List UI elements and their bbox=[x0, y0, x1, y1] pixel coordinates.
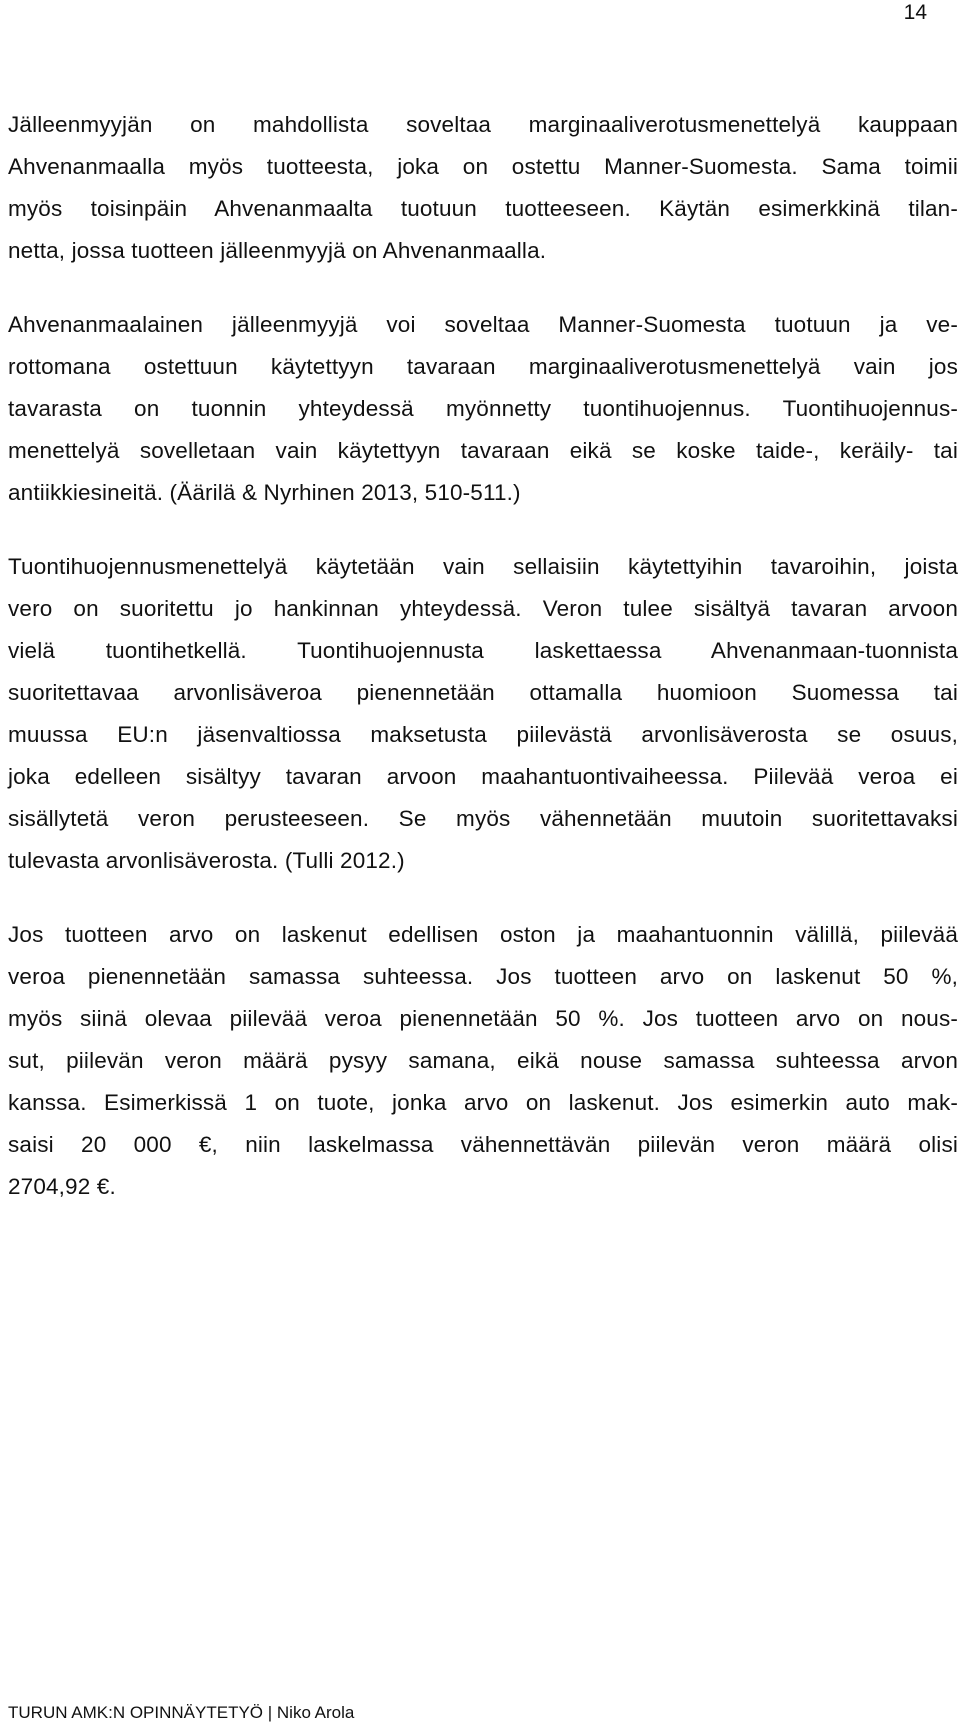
text-line: vero on suoritettu jo hankinnan yhteydessä. Veron tulee sisältyä tavaran arvoon bbox=[8, 596, 958, 621]
text-line: Jos tuotteen arvo on laskenut edellisen oston ja maahantuonnin välillä, piilevää bbox=[8, 922, 958, 947]
text-line: netta, jossa tuotteen jälleenmyyjä on Ahvenanmaalla. bbox=[8, 238, 547, 263]
text-line: Ahvenanmaalla myös tuotteesta, joka on ostettu Manner-Suomesta. Sama toimii bbox=[8, 154, 958, 179]
footer-text: TURUN AMK:N OPINNÄYTETYÖ | Niko Arola bbox=[8, 1703, 355, 1722]
text-line: veroa pienennetään samassa suhteessa. Jos tuotteen arvo on laskenut 50 %, bbox=[8, 964, 958, 989]
text-line: saisi 20 000 €, niin laskelmassa vähennettävän piilevän veron määrä olisi bbox=[8, 1132, 958, 1157]
text-line: Tuontihuojennusmenettelyä käytetään vain sellaisiin käytettyihin tavaroihin, joista bbox=[8, 554, 958, 579]
text-line: suoritettavaa arvonlisäveroa pienennetään ottamalla huomioon Suomessa tai bbox=[8, 680, 958, 705]
text-line: Jälleenmyyjän on mahdollista soveltaa marginaaliverotusmenettelyä kauppaan bbox=[8, 112, 958, 137]
page-number: 14 bbox=[903, 1, 927, 24]
text-line: myös toisinpäin Ahvenanmaalta tuotuun tuotteeseen. Käytän esimerkkinä tilan- bbox=[8, 196, 958, 221]
paragraph-2 bbox=[8, 304, 958, 514]
text-line: sut, piilevän veron määrä pysyy samana, eikä nouse samassa suhteessa arvon bbox=[8, 1048, 958, 1073]
text-line: muussa EU:n jäsenvaltiossa maksetusta piilevästä arvonlisäverosta se osuus, bbox=[8, 722, 958, 747]
text-line: joka edelleen sisältyy tavaran arvoon maahantuontivaiheessa. Piilevää veroa ei bbox=[8, 764, 958, 789]
text-line: Ahvenanmaalainen jälleenmyyjä voi soveltaa Manner-Suomesta tuotuun ja ve- bbox=[8, 312, 958, 337]
text-line: tulevasta arvonlisäverosta. (Tulli 2012.) bbox=[8, 848, 405, 873]
paragraph-1 bbox=[8, 104, 958, 272]
text-line: sisällytetä veron perusteeseen. Se myös vähennetään muutoin suoritettavaksi bbox=[8, 806, 958, 831]
text-line: kanssa. Esimerkissä 1 on tuote, jonka arvo on laskenut. Jos esimerkin auto mak- bbox=[8, 1090, 958, 1115]
text-line: myös siinä olevaa piilevää veroa pienennetään 50 %. Jos tuotteen arvo on nous- bbox=[8, 1006, 958, 1031]
text-line: tavarasta on tuonnin yhteydessä myönnetty tuontihuojennus. Tuontihuojennus- bbox=[8, 396, 958, 421]
text-line: rottomana ostettuun käytettyyn tavaraan marginaaliverotusmenettelyä vain jos bbox=[8, 354, 958, 379]
text-line: 2704,92 €. bbox=[8, 1174, 116, 1199]
text-line: vielä tuontihetkellä. Tuontihuojennusta laskettaessa Ahvenanmaan-tuonnista bbox=[8, 638, 958, 663]
paragraph-3 bbox=[8, 546, 958, 882]
text-line: antiikkiesineitä. (Äärilä & Nyrhinen 2013, 510-511.) bbox=[8, 480, 521, 505]
text-line: menettelyä sovelletaan vain käytettyyn tavaraan eikä se koske taide-, keräily- tai bbox=[8, 438, 958, 463]
body-text bbox=[8, 104, 958, 1240]
paragraph-4 bbox=[8, 914, 958, 1208]
